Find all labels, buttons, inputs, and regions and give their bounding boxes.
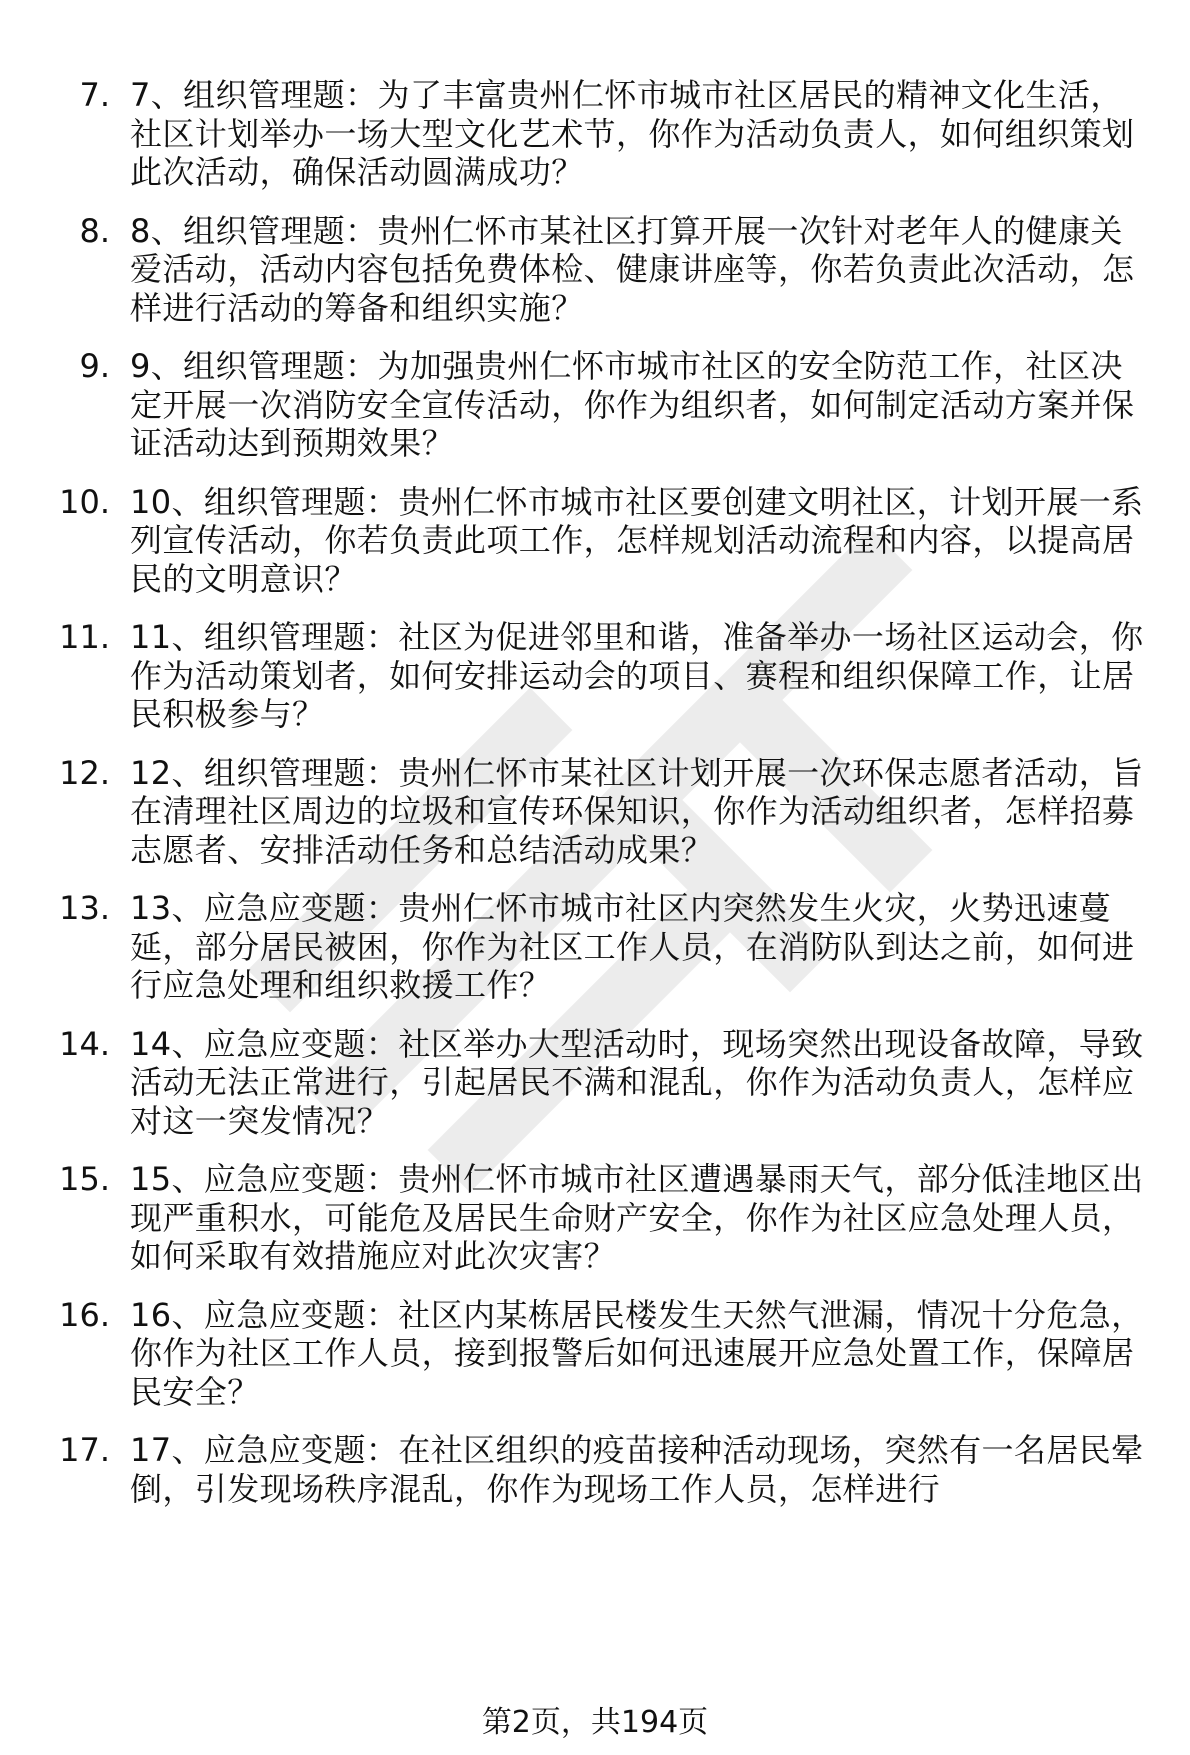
item-number: 9. [79,347,110,385]
list-item [0,1431,1190,1508]
item-text: 9、组织管理题：为加强贵州仁怀市城市社区的安全防范工作，社区决定开展一次消防安全宣传活动，你作为组织者，如何制定活动方案并保证活动达到预期效果？ [130,347,1135,462]
page-footer: 第2页，共194页 [481,1705,709,1740]
question-list [0,76,1190,1528]
item-text: 8、组织管理题：贵州仁怀市某社区打算开展一次针对老年人的健康关爱活动，活动内容包括免费体检、健康讲座等，你若负责此次活动，怎样进行活动的筹备和组织实施？ [130,211,1135,327]
item-text: 11、组织管理题：社区为促进邻里和谐，准备举办一场社区运动会，你作为活动策划者，如何安排运动会的项目、赛程和组织保障工作，让居民积极参与？ [130,618,1144,733]
list-item [0,889,1190,1005]
item-number: 17. [59,1431,110,1469]
item-text: 7、组织管理题：为了丰富贵州仁怀市城市社区居民的精神文化生活，社区计划举办一场大型文化艺术节，你作为活动负责人，如何组织策划此次活动，确保活动圆满成功？ [130,76,1135,191]
list-item [0,212,1190,328]
list-item [0,1025,1190,1141]
item-number: 12. [59,753,110,792]
item-number: 7. [79,76,110,114]
list-item [0,754,1190,870]
list-item [0,618,1190,734]
item-number: 10. [59,482,110,521]
list-item [0,483,1190,599]
item-number: 15. [59,1160,110,1198]
item-text: 14、应急应变题：社区举办大型活动时，现场突然出现设备故障，导致活动无法正常进行，引起居民不满和混乱，你作为活动负责人，怎样应对这一突发情况？ [130,1024,1144,1140]
item-text: 13、应急应变题：贵州仁怀市城市社区内突然发生火灾，火势迅速蔓延，部分居民被困，你作为社区工作人员，在消防队到达之前，如何进行应急处理和组织救援工作？ [130,889,1135,1004]
item-number: 8. [79,211,110,250]
list-item [0,347,1190,463]
item-text: 10、组织管理题：贵州仁怀市城市社区要创建文明社区，计划开展一系列宣传活动，你若负责此项工作，怎样规划活动流程和内容，以提高居民的文明意识？ [130,482,1144,598]
list-item [0,1296,1190,1412]
item-number: 11. [59,618,110,656]
item-text: 16、应急应变题：社区内某栋居民楼发生天然气泄漏，情况十分危急，你作为社区工作人员，接到报警后如何迅速展开应急处置工作，保障居民安全？ [130,1295,1144,1411]
list-item [0,1160,1190,1276]
item-text: 12、组织管理题：贵州仁怀市某社区计划开展一次环保志愿者活动，旨在清理社区周边的垃圾和宣传环保知识，你作为活动组织者，怎样招募志愿者、安排活动任务和总结活动成果？ [130,753,1144,869]
item-number: 14. [59,1024,110,1063]
list-item [0,76,1190,192]
item-text: 17、应急应变题：在社区组织的疫苗接种活动现场，突然有一名居民晕倒，引发现场秩序混乱，你作为现场工作人员，怎样进行 [130,1431,1144,1508]
item-number: 13. [59,889,110,927]
item-number: 16. [59,1295,110,1334]
item-text: 15、应急应变题：贵州仁怀市城市社区遭遇暴雨天气，部分低洼地区出现严重积水，可能危及居民生命财产安全，你作为社区应急处理人员，如何采取有效措施应对此次灾害？ [130,1160,1144,1275]
